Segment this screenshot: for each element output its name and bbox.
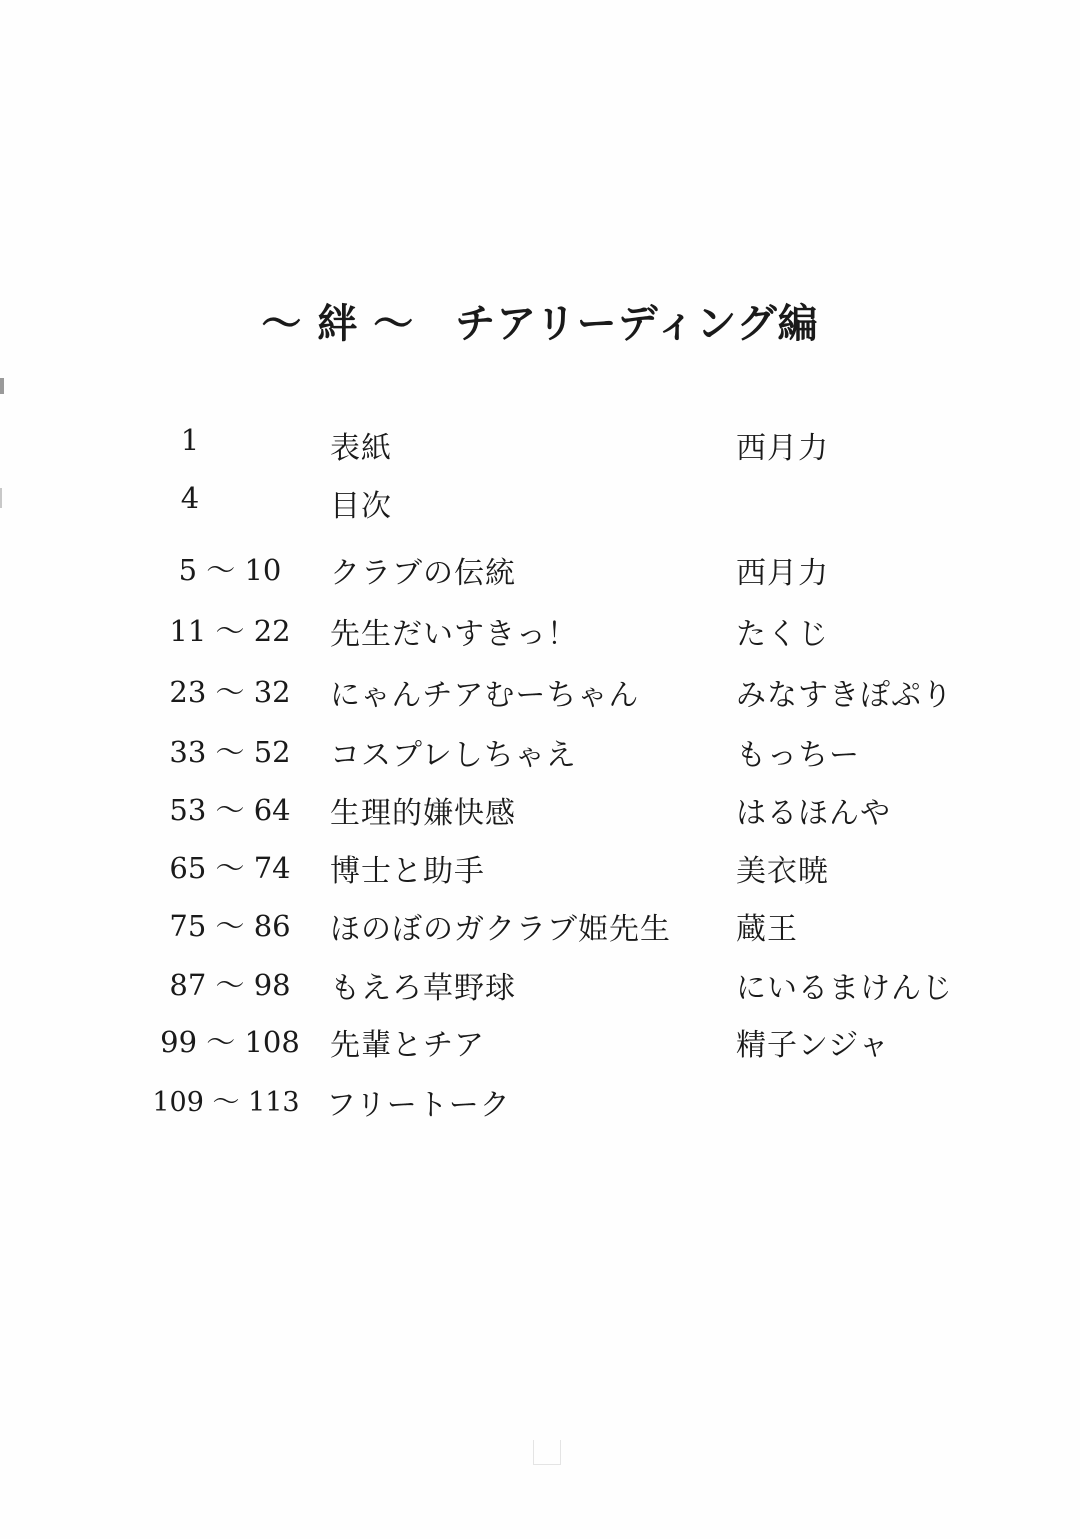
toc-author: 西月力: [736, 556, 829, 591]
toc-author: 精子ンジャ: [736, 1028, 890, 1063]
toc-title: 博士と助手: [330, 854, 485, 889]
toc-pages: 4: [180, 481, 200, 515]
toc-title: にゃんチアむーちゃん: [330, 678, 640, 713]
page-footer-mark: [533, 1440, 561, 1465]
toc-row: [0, 904, 1080, 948]
toc-pages: 5 ～ 10: [178, 553, 282, 587]
toc-row: [0, 481, 1080, 525]
toc-title: コスプレしちゃえ: [330, 738, 577, 773]
toc-row: [0, 609, 1080, 653]
toc-author: みなすきぽぷり: [736, 678, 953, 713]
toc-row: [0, 423, 1080, 467]
toc-author: 蔵王: [736, 912, 798, 947]
toc-pages: 53 ～ 64: [169, 793, 291, 827]
toc-author: 西月力: [736, 431, 829, 466]
toc-pages: 87 ～ 98: [169, 968, 291, 1002]
toc-pages: 75 ～ 86: [169, 909, 291, 943]
toc-title: 目次: [330, 489, 392, 524]
toc-title: 先輩とチア: [330, 1028, 485, 1063]
toc-title: 表紙: [330, 431, 392, 466]
page-title: ～ 絆 ～ チアリーディング編: [261, 301, 819, 347]
toc-title: クラブの伝統: [330, 556, 516, 591]
toc-author: たくじ: [736, 617, 829, 652]
toc-pages: 65 ～ 74: [169, 851, 291, 885]
toc-author: 美衣暁: [736, 854, 829, 889]
toc-author: はるほんや: [736, 796, 891, 831]
toc-author: にいるまけんじ: [736, 971, 953, 1006]
toc-title: フリートーク: [326, 1088, 511, 1123]
toc-pages: 99 ～ 108: [160, 1025, 300, 1059]
toc-pages: 23 ～ 32: [169, 675, 291, 709]
toc-pages: 109 ～ 113: [152, 1087, 300, 1118]
toc-title: もえろ草野球: [330, 971, 516, 1006]
toc-row: [0, 788, 1080, 832]
toc-row: [0, 846, 1080, 890]
scan-edge-mark: [0, 378, 4, 394]
toc-row: [0, 548, 1080, 592]
toc-row: [0, 963, 1080, 1007]
toc-row: [0, 670, 1080, 714]
toc-pages: 33 ～ 52: [169, 735, 291, 769]
toc-row: [0, 730, 1080, 774]
toc-title: ほのぼのガクラブ姫先生: [330, 912, 671, 947]
toc-pages: 1: [180, 423, 200, 457]
toc-author: もっちー: [736, 738, 860, 773]
toc-title: 生理的嫌快感: [330, 796, 516, 831]
toc-title: 先生だいすきっ！: [330, 617, 578, 652]
toc-row: [0, 1020, 1080, 1064]
toc-row: [0, 1080, 1080, 1124]
toc-pages: 11 ～ 22: [169, 614, 291, 648]
